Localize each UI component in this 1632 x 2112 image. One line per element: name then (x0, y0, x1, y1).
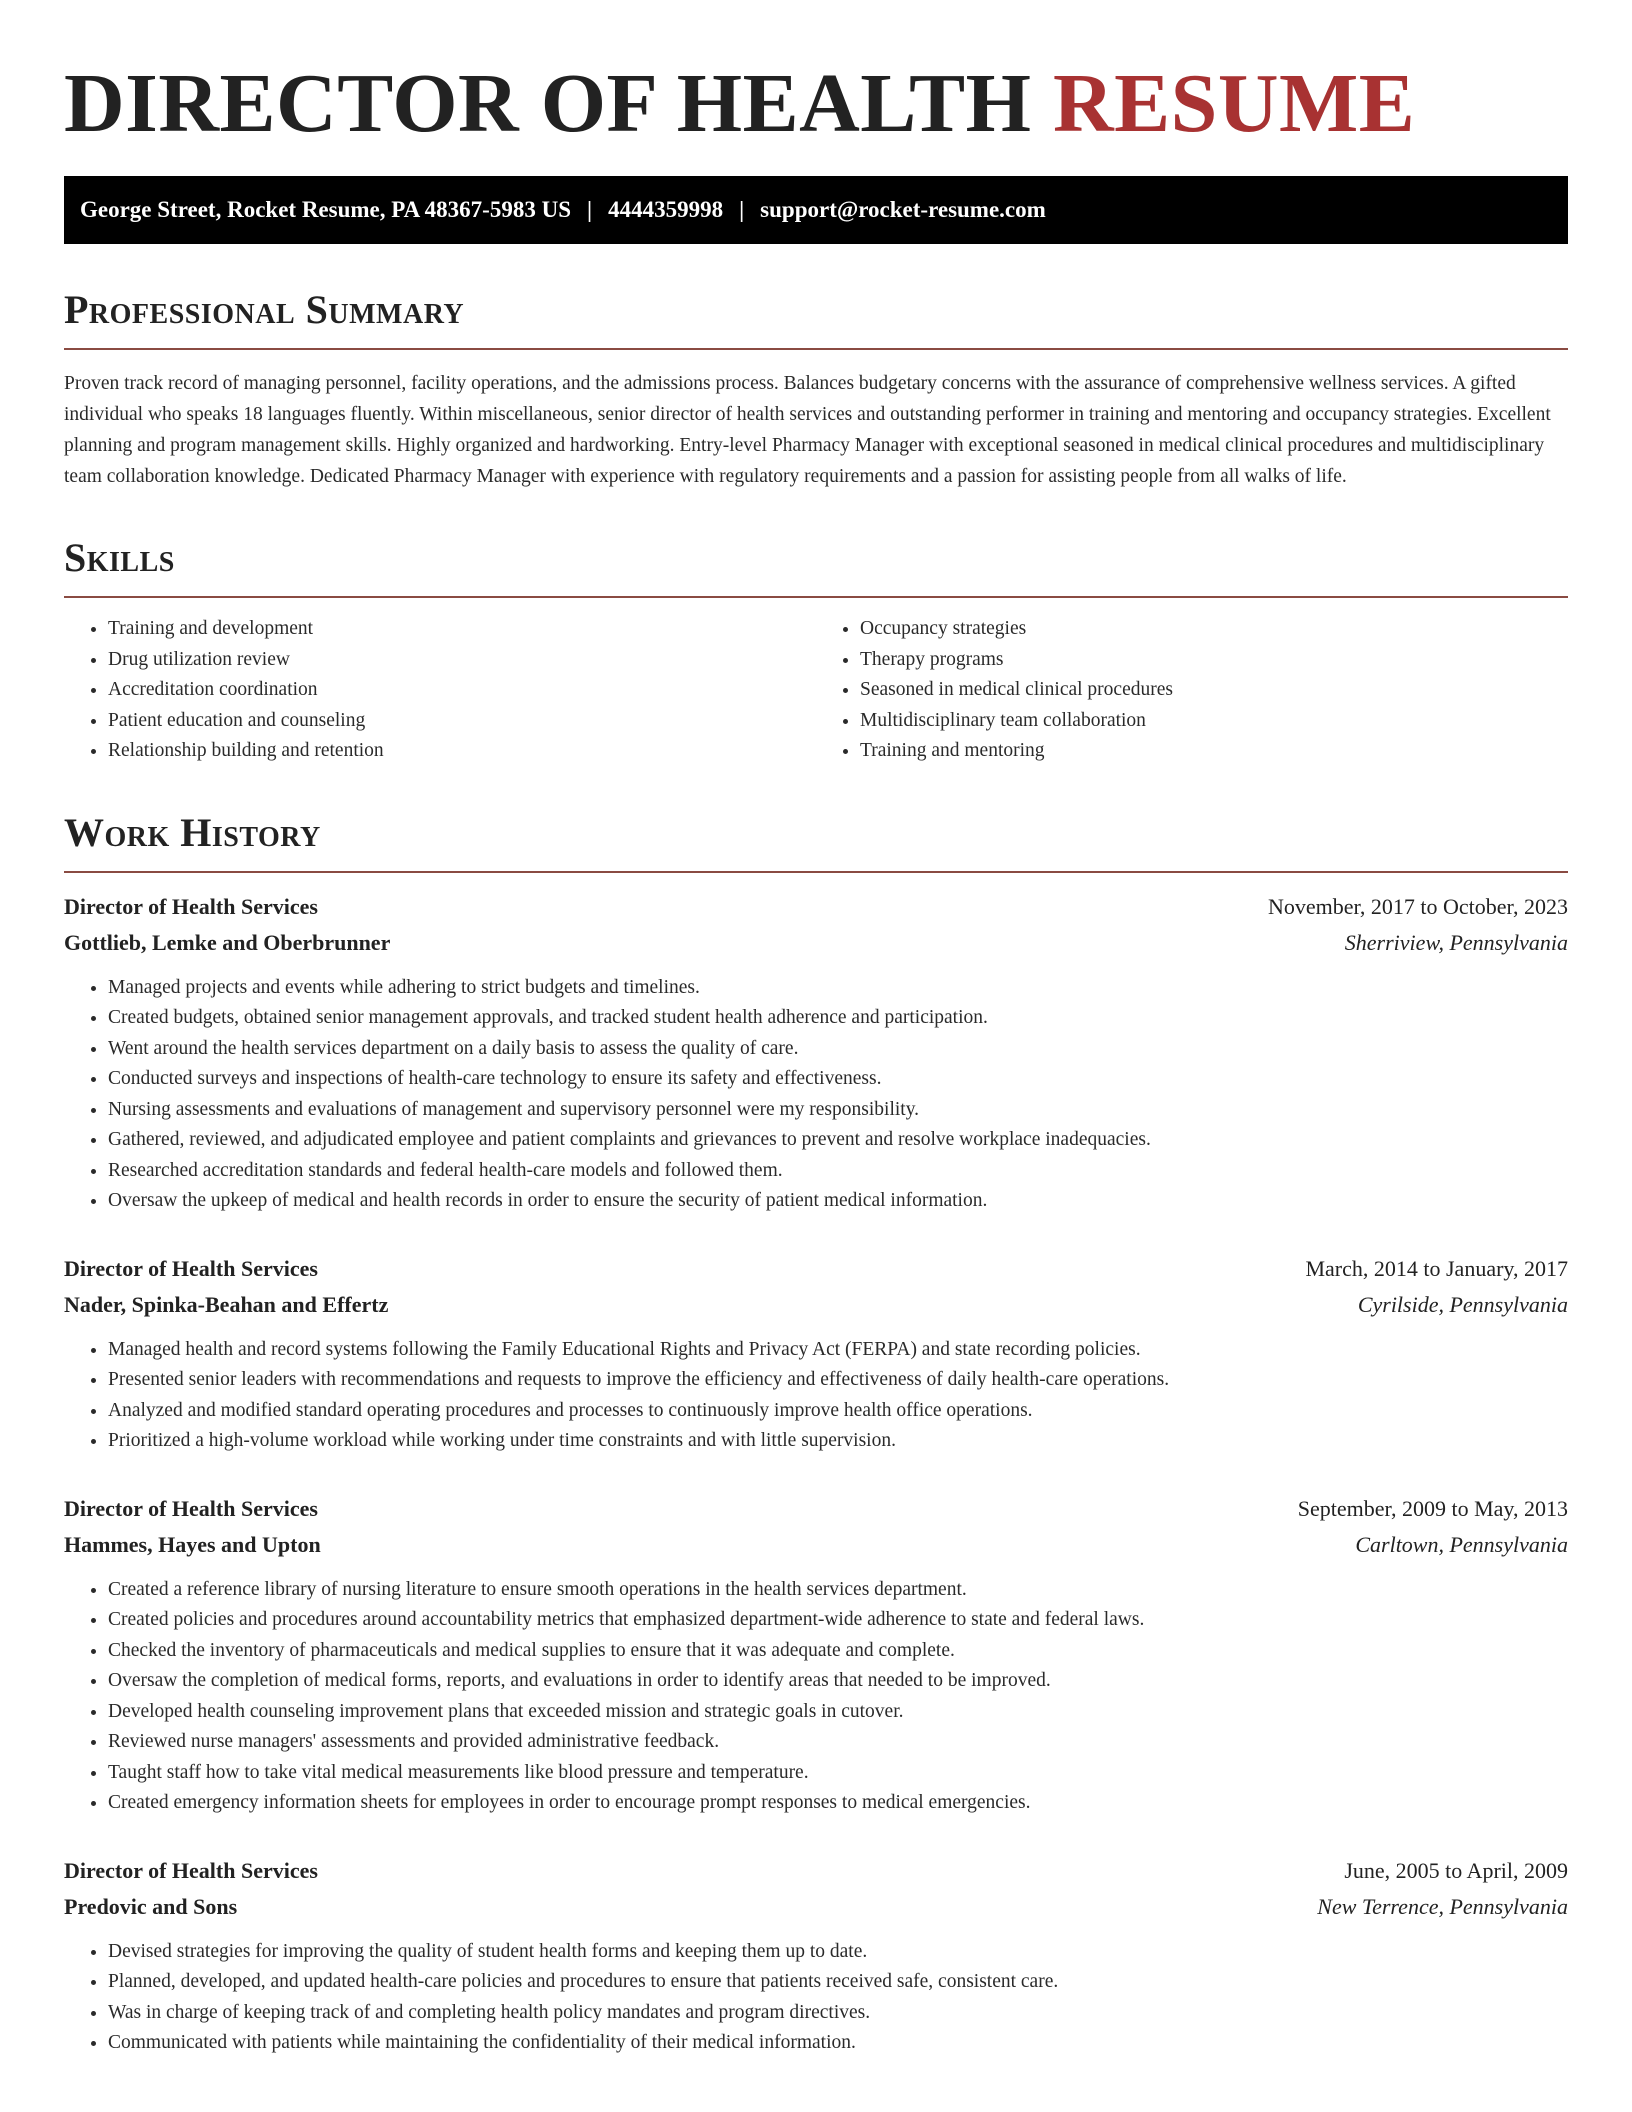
section-divider (64, 596, 1568, 598)
job-company: Nader, Spinka-Beahan and Effertz (64, 1291, 389, 1317)
job-bullet: • Planned, developed, and updated health-care policies and procedures to ensure that patients received safe, consistent care. (108, 1967, 1568, 1998)
skill-item: • Relationship building and retention (108, 736, 816, 767)
job-company-row (64, 1889, 1568, 1925)
skill-item: • Patient education and counseling (108, 706, 816, 737)
section-divider (64, 871, 1568, 873)
skill-item: • Therapy programs (860, 645, 1568, 676)
summary-section (64, 288, 1568, 492)
job-bullet: • Conducted surveys and inspections of health-care technology to ensure its safety and effectiveness. (108, 1064, 1568, 1095)
skill-item: • Drug utilization review (108, 645, 816, 676)
contact-separator: | (587, 197, 593, 222)
job-bullet: • Researched accreditation standards and federal health-care models and followed them. (108, 1156, 1568, 1187)
job-header-row (64, 1853, 1568, 1889)
resume-title (64, 56, 1568, 152)
skills-columns (64, 614, 1568, 767)
job-dates: November, 2017 to October, 2023 (1267, 893, 1568, 919)
job-bullet: • Created policies and procedures around accountability metrics that emphasized department-wide adherence to state and federal laws. (108, 1605, 1568, 1636)
job-bullet: • Managed projects and events while adhering to strict budgets and timelines. (108, 973, 1568, 1004)
skill-item: • Occupancy strategies (860, 614, 1568, 645)
skill-item: • Training and development (108, 614, 816, 645)
job-dates: March, 2014 to January, 2017 (1305, 1255, 1568, 1281)
job-bullet: • Managed health and record systems following the Family Educational Rights and Privacy Act (FERPA) and state recording policies. (108, 1335, 1568, 1366)
job-entry (64, 889, 1568, 1217)
job-bullet: • Nursing assessments and evaluations of management and supervisory personnel were my responsibility. (108, 1095, 1568, 1126)
job-bullet: • Gathered, reviewed, and adjudicated employee and patient complaints and grievances to prevent and resolve workplace inadequacies. (108, 1125, 1568, 1156)
summary-heading: Professional Summary (64, 287, 465, 332)
job-bullet: • Analyzed and modified standard operating procedures and processes to continuously improve health office operations. (108, 1396, 1568, 1427)
job-bullet: • Created emergency information sheets for employees in order to encourage prompt responses to medical emergencies. (108, 1788, 1568, 1819)
job-title: Director of Health Services (64, 1255, 318, 1281)
job-header-row (64, 889, 1568, 925)
section-divider (64, 348, 1568, 350)
job-dates: September, 2009 to May, 2013 (1297, 1495, 1568, 1521)
job-bullets (64, 973, 1568, 1217)
job-bullet: • Was in charge of keeping track of and completing health policy mandates and program directives. (108, 1998, 1568, 2029)
job-company: Hammes, Hayes and Upton (64, 1531, 321, 1557)
job-bullet: • Reviewed nurse managers' assessments and provided administrative feedback. (108, 1727, 1568, 1758)
job-dates: June, 2005 to April, 2009 (1344, 1857, 1568, 1883)
job-location: New Terrence, Pennsylvania (1317, 1893, 1568, 1919)
skill-item: • Seasoned in medical clinical procedures (860, 675, 1568, 706)
skills-list-left (64, 614, 816, 767)
job-location: Cyrilside, Pennsylvania (1357, 1291, 1568, 1317)
summary-text: Proven track record of managing personnel, facility operations, and the admissions process. Balances budgetary concerns with the assurance of comprehensive wellness services. A gifted individual who speaks 18 languages fluently. Within miscellaneous, senior director of health services and outstanding performer in training and mentoring and occupancy strategies. Excellent planning and program management skills. Highly organized and hardworking. Entry-level Pharmacy Manager with exceptional seasoned in medical clinical procedures and multidisciplinary team collaboration knowledge. Dedicated Pharmacy Manager with experience with regulatory requirements and a passion for assisting people from all walks of life. (64, 373, 1551, 487)
contact-separator: | (739, 197, 745, 222)
contact-address: George Street, Rocket Resume, PA 48367-5983 US (80, 197, 571, 222)
job-bullet: • Checked the inventory of pharmaceuticals and medical supplies to ensure that it was adequate and complete. (108, 1636, 1568, 1667)
job-bullet: • Created budgets, obtained senior management approvals, and tracked student health adherence and participation. (108, 1003, 1568, 1034)
contact-bar (64, 176, 1568, 244)
job-list (64, 889, 1568, 2059)
job-bullet: • Went around the health services department on a daily basis to assess the quality of care. (108, 1034, 1568, 1065)
job-bullet: • Oversaw the completion of medical forms, reports, and evaluations in order to identify areas that needed to be improved. (108, 1666, 1568, 1697)
contact-email: support@rocket-resume.com (760, 197, 1046, 222)
title-main: DIRECTOR OF HEALTH (64, 57, 1032, 150)
job-header-row (64, 1251, 1568, 1287)
job-bullet: • Taught staff how to take vital medical measurements like blood pressure and temperature. (108, 1758, 1568, 1789)
job-location: Sherriview, Pennsylvania (1344, 929, 1568, 955)
job-entry (64, 1853, 1568, 2059)
skills-heading: Skills (64, 535, 175, 580)
job-header-row (64, 1491, 1568, 1527)
job-bullet: • Oversaw the upkeep of medical and health records in order to ensure the security of patient medical information. (108, 1186, 1568, 1217)
job-title: Director of Health Services (64, 893, 318, 919)
title-accent: RESUME (1052, 57, 1416, 150)
job-bullets (64, 1335, 1568, 1457)
job-bullet: • Presented senior leaders with recommendations and requests to improve the efficiency and effectiveness of daily health-care operations. (108, 1365, 1568, 1396)
work-history-heading: Work History (64, 809, 321, 855)
job-bullet: • Prioritized a high-volume workload while working under time constraints and with little supervision. (108, 1426, 1568, 1457)
job-company-row (64, 1527, 1568, 1563)
job-bullet: • Developed health counseling improvement plans that exceeded mission and strategic goals in cutover. (108, 1697, 1568, 1728)
skill-item: • Accreditation coordination (108, 675, 816, 706)
skills-section (64, 536, 1568, 767)
job-company: Predovic and Sons (64, 1893, 238, 1919)
job-bullets (64, 1937, 1568, 2059)
job-company-row (64, 1287, 1568, 1323)
skill-item: • Multidisciplinary team collaboration (860, 706, 1568, 737)
work-history-section (64, 811, 1568, 2059)
job-bullets (64, 1575, 1568, 1819)
job-company: Gottlieb, Lemke and Oberbrunner (64, 929, 391, 955)
job-bullet: • Devised strategies for improving the quality of student health forms and keeping them up to date. (108, 1937, 1568, 1968)
contact-phone: 4444359998 (608, 197, 724, 222)
job-bullet: • Created a reference library of nursing literature to ensure smooth operations in the health services department. (108, 1575, 1568, 1606)
job-title: Director of Health Services (64, 1495, 318, 1521)
job-entry (64, 1251, 1568, 1457)
job-bullet: • Communicated with patients while maintaining the confidentiality of their medical information. (108, 2028, 1568, 2059)
job-title: Director of Health Services (64, 1857, 318, 1883)
job-entry (64, 1491, 1568, 1819)
skills-list-right (816, 614, 1568, 767)
job-location: Carltown, Pennsylvania (1355, 1531, 1568, 1557)
job-company-row (64, 925, 1568, 961)
skill-item: • Training and mentoring (860, 736, 1568, 767)
